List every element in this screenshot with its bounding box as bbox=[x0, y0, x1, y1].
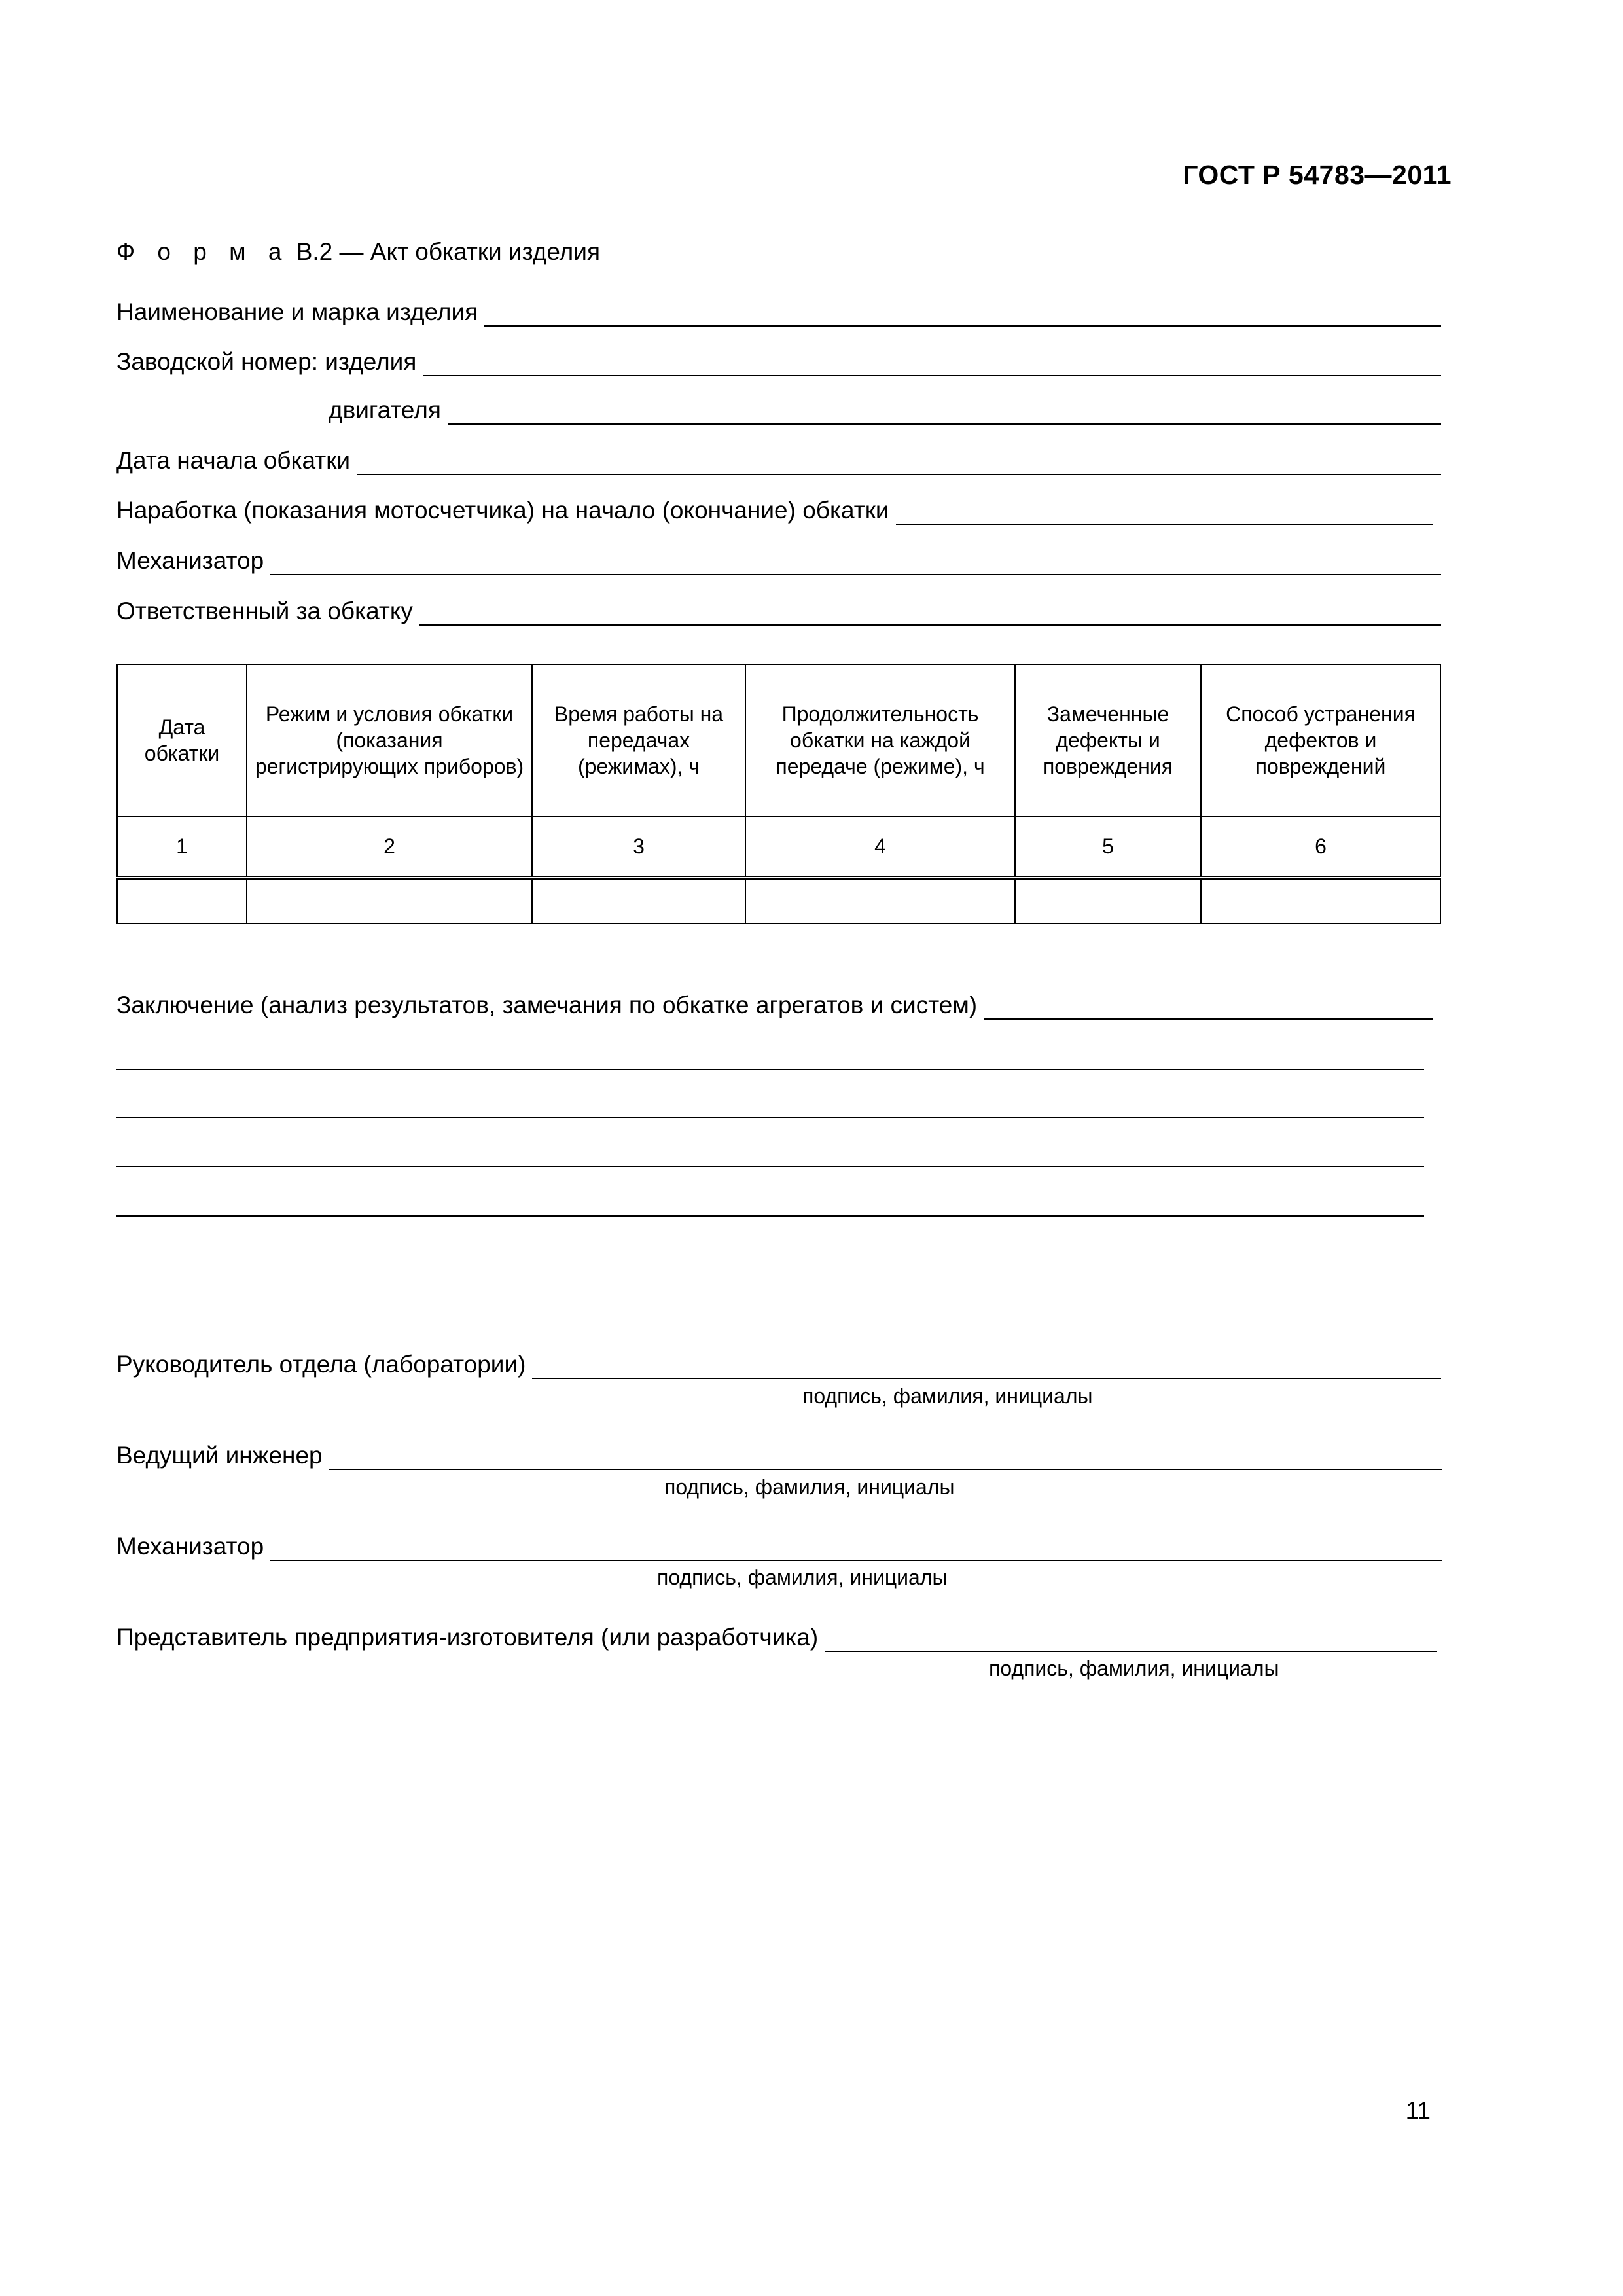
field-serial-product bbox=[116, 348, 1441, 376]
table-number-cell: 6 bbox=[1201, 816, 1440, 878]
field-mechanic bbox=[116, 547, 1441, 575]
signature-mechanic bbox=[116, 1532, 1442, 1561]
signature-lead-engineer-input[interactable] bbox=[329, 1445, 1442, 1470]
field-serial-engine bbox=[329, 396, 1441, 425]
conclusion-blank-line[interactable] bbox=[116, 1166, 1424, 1167]
signature-head bbox=[116, 1350, 1441, 1379]
field-runtime-label: Наработка (показания мотосчетчика) на начало (окончание) обкатки bbox=[116, 497, 889, 524]
conclusion-blank-line[interactable] bbox=[116, 1117, 1424, 1118]
signature-lead-engineer bbox=[116, 1441, 1442, 1470]
field-mechanic-input[interactable] bbox=[270, 550, 1441, 575]
page-number: 11 bbox=[1405, 2097, 1431, 2124]
table-cell[interactable] bbox=[247, 878, 532, 924]
table-header-cell: Замеченные дефекты и повреждения bbox=[1015, 664, 1201, 816]
table-number-row bbox=[117, 816, 1440, 878]
table-cell[interactable] bbox=[1015, 878, 1201, 924]
field-conclusion-input[interactable] bbox=[984, 995, 1433, 1020]
table-cell[interactable] bbox=[532, 878, 745, 924]
table-header-cell: Дата обкатки bbox=[117, 664, 247, 816]
field-start-date-label: Дата начала обкатки bbox=[116, 447, 351, 474]
signature-hint: подпись, фамилия, инициалы bbox=[989, 1657, 1279, 1680]
signature-representative bbox=[116, 1623, 1437, 1652]
table-number-cell: 4 bbox=[745, 816, 1015, 878]
table-cell[interactable] bbox=[117, 878, 247, 924]
signature-lead-engineer-label: Ведущий инженер bbox=[116, 1442, 323, 1469]
form-caption bbox=[116, 238, 600, 266]
field-name-brand bbox=[116, 298, 1441, 327]
field-start-date-input[interactable] bbox=[357, 450, 1441, 475]
field-conclusion bbox=[116, 991, 1433, 1020]
field-name-brand-label: Наименование и марка изделия bbox=[116, 298, 478, 325]
table-header-row bbox=[117, 664, 1440, 816]
table-header-cell: Время работы на передачах (режимах), ч bbox=[532, 664, 745, 816]
conclusion-blank-line[interactable] bbox=[116, 1069, 1424, 1070]
table-row bbox=[117, 878, 1440, 924]
table-number-cell: 2 bbox=[247, 816, 532, 878]
table-header-cell: Режим и условия обкатки (показания регистрирующих приборов) bbox=[247, 664, 532, 816]
signature-head-input[interactable] bbox=[532, 1354, 1441, 1379]
signature-mechanic-label: Механизатор bbox=[116, 1533, 264, 1560]
table-number-cell: 1 bbox=[117, 816, 247, 878]
signature-representative-input[interactable] bbox=[825, 1627, 1437, 1652]
table-number-cell: 3 bbox=[532, 816, 745, 878]
signature-mechanic-input[interactable] bbox=[270, 1536, 1442, 1561]
signature-representative-label: Представитель предприятия-изготовителя (или разработчика) bbox=[116, 1624, 819, 1651]
document-code: ГОСТ Р 54783—2011 bbox=[1183, 160, 1452, 190]
field-start-date bbox=[116, 446, 1441, 475]
field-name-brand-input[interactable] bbox=[484, 302, 1441, 327]
table-header-cell: Способ устранения дефектов и повреждений bbox=[1201, 664, 1440, 816]
field-serial-engine-label: двигателя bbox=[329, 397, 441, 423]
field-mechanic-label: Механизатор bbox=[116, 547, 264, 574]
signature-head-label: Руководитель отдела (лаборатории) bbox=[116, 1351, 526, 1378]
conclusion-blank-line[interactable] bbox=[116, 1215, 1424, 1217]
running-in-table bbox=[116, 664, 1441, 924]
field-responsible bbox=[116, 597, 1441, 626]
signature-hint: подпись, фамилия, инициалы bbox=[657, 1566, 948, 1589]
field-conclusion-label: Заключение (анализ результатов, замечания по обкатке агрегатов и систем) bbox=[116, 992, 978, 1018]
table-cell[interactable] bbox=[1201, 878, 1440, 924]
field-serial-product-input[interactable] bbox=[423, 351, 1441, 376]
form-word: Ф о р м а bbox=[116, 238, 290, 265]
table-header-cell: Продолжительность обкатки на каждой передаче (режиме), ч bbox=[745, 664, 1015, 816]
field-runtime bbox=[116, 496, 1433, 525]
signature-hint: подпись, фамилия, инициалы bbox=[802, 1384, 1093, 1408]
form-title: В.2 — Акт обкатки изделия bbox=[296, 238, 600, 265]
field-serial-product-label: Заводской номер: изделия bbox=[116, 348, 417, 375]
field-serial-engine-input[interactable] bbox=[448, 400, 1441, 425]
signature-hint: подпись, фамилия, инициалы bbox=[664, 1475, 955, 1499]
field-responsible-input[interactable] bbox=[419, 601, 1441, 626]
field-runtime-input[interactable] bbox=[896, 500, 1433, 525]
table-number-cell: 5 bbox=[1015, 816, 1201, 878]
table-cell[interactable] bbox=[745, 878, 1015, 924]
field-responsible-label: Ответственный за обкатку bbox=[116, 598, 413, 624]
